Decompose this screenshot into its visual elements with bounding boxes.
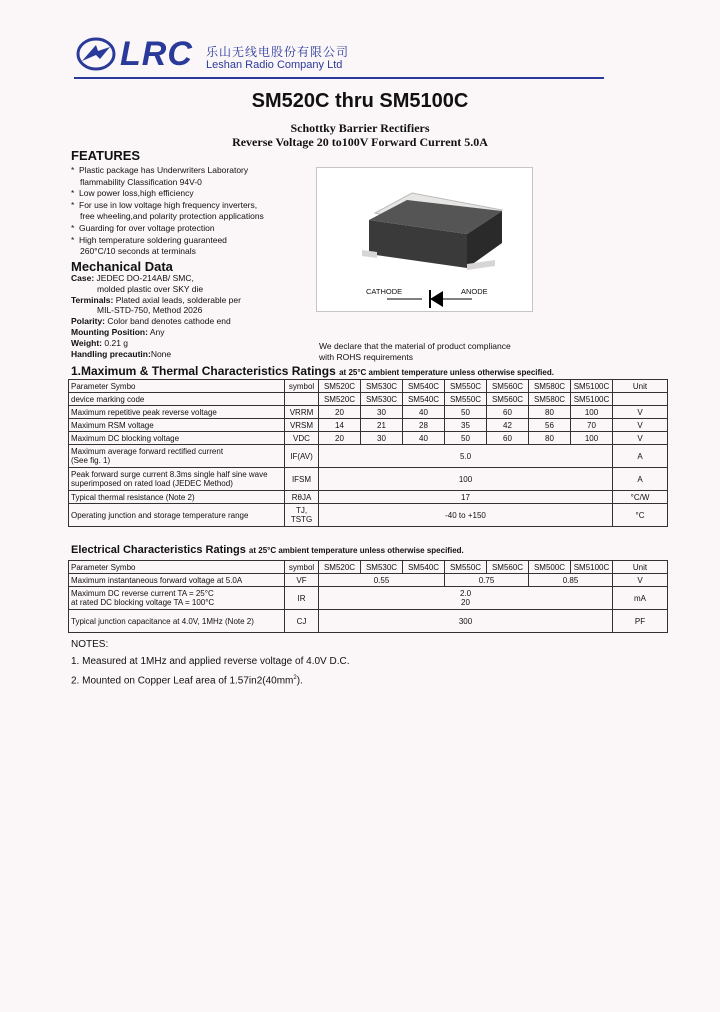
table-cell: 30 <box>361 406 403 419</box>
table-row <box>69 468 668 491</box>
table-cell: Maximum RSM voltage <box>69 419 285 432</box>
table-cell: SM530C <box>361 561 403 574</box>
table-row <box>69 380 668 393</box>
mech-weight: Weight: 0.21 g <box>71 337 129 348</box>
table-row <box>69 491 668 504</box>
electrical-heading: Electrical Characteristics Ratings at 25°C ambient temperature unless otherwise specified. <box>71 544 464 556</box>
table-row <box>69 610 668 633</box>
notes-heading: NOTES: <box>71 639 109 650</box>
table-cell: 40 <box>403 432 445 445</box>
table-cell: Maximum average forward rectified current (See fig. 1) <box>69 445 285 468</box>
table-cell: 300 <box>319 610 613 633</box>
table-row <box>69 587 668 610</box>
header-divider <box>74 77 604 79</box>
table-cell: SM560C <box>487 393 529 406</box>
subtitle-product-type: Schottky Barrier Rectifiers <box>290 121 430 135</box>
table-cell: VDC <box>285 432 319 445</box>
subtitle-ratings: Reverse Voltage 20 to100V Forward Current 5.0A <box>232 135 488 149</box>
table-cell: Operating junction and storage temperature range <box>69 504 285 527</box>
table-row <box>69 432 668 445</box>
table-cell: Parameter Symbo <box>69 380 285 393</box>
table-cell: V <box>613 406 668 419</box>
electrical-table <box>68 560 668 633</box>
table-cell: 70 <box>571 419 613 432</box>
table-cell: SM520C <box>319 380 361 393</box>
table-cell: SM540C <box>403 380 445 393</box>
table-row <box>69 393 668 406</box>
cathode-label: CATHODE <box>366 287 403 296</box>
table-cell: 30 <box>361 432 403 445</box>
table-cell: 2.0 20 <box>319 587 613 610</box>
mech-terminals-cont: MIL-STD-750, Method 2026 <box>97 305 203 316</box>
table-cell: SM550C <box>445 380 487 393</box>
mech-polarity: Polarity: Color band denotes cathode end <box>71 316 231 327</box>
table-cell: 80 <box>529 406 571 419</box>
feature-item: * High temperature soldering guaranteed <box>71 234 227 245</box>
table-cell: Maximum DC reverse current TA = 25°C at rated DC blocking voltage TA = 100°C <box>69 587 285 610</box>
table-cell: CJ <box>285 610 319 633</box>
table-cell: SM520C <box>319 393 361 406</box>
feature-item: * Plastic package has Underwriters Laboratory <box>71 165 249 175</box>
table-cell: °C <box>613 504 668 527</box>
table-cell: Maximum instantaneous forward voltage at 5.0A <box>69 574 285 587</box>
table-cell: IFSM <box>285 468 319 491</box>
rohs-line: with ROHS requirements <box>319 352 414 362</box>
table-cell: 21 <box>361 419 403 432</box>
mech-case-cont: molded plastic over SKY die <box>97 283 204 294</box>
table-row <box>69 504 668 527</box>
mechanical-heading: Mechanical Data <box>71 259 173 274</box>
table-cell: VF <box>285 574 319 587</box>
mech-mounting: Mounting Position: Any <box>71 326 165 337</box>
table-cell: RθJA <box>285 491 319 504</box>
table-cell: Unit <box>613 380 668 393</box>
max-ratings-heading: 1.Maximum & Thermal Characteristics Ratings at 25°C ambient temperature unless otherwise specified. <box>71 364 554 378</box>
table-cell: 80 <box>529 432 571 445</box>
company-name-cn: 乐山无线电股份有限公司 <box>206 45 350 59</box>
table-cell: Typical junction capacitance at 4.0V, 1MHz (Note 2) <box>69 610 285 633</box>
table-cell: -40 to +150 <box>319 504 613 527</box>
table-row <box>69 406 668 419</box>
max-ratings-table <box>68 379 668 527</box>
note-1: 1. Measured at 1MHz and applied reverse voltage of 4.0V D.C. <box>71 656 350 667</box>
table-cell: mA <box>613 587 668 610</box>
table-cell: Maximum repetitive peak reverse voltage <box>69 406 285 419</box>
table-cell: 100 <box>571 432 613 445</box>
mech-handling: Handling precautin:None <box>71 348 172 359</box>
table-cell: VRRM <box>285 406 319 419</box>
table-cell: 42 <box>487 419 529 432</box>
table-cell: SM530C <box>361 393 403 406</box>
table-cell: 40 <box>403 406 445 419</box>
table-cell: PF <box>613 610 668 633</box>
logo-icon <box>76 37 116 71</box>
table-cell: Typical thermal resistance (Note 2) <box>69 491 285 504</box>
table-cell: SM550C <box>445 561 487 574</box>
table-cell: 5.0 <box>319 445 613 468</box>
table-cell: TJ, TSTG <box>285 504 319 527</box>
mech-case: Case: JEDEC DO-214AB/ SMC, <box>71 273 194 283</box>
table-cell: VRSM <box>285 419 319 432</box>
table-cell: symbol <box>285 561 319 574</box>
table-cell: SM540C <box>403 393 445 406</box>
table-cell: 100 <box>319 468 613 491</box>
diode-package-illustration <box>317 168 532 311</box>
table-cell: SM540C <box>403 561 445 574</box>
table-cell: Maximum DC blocking voltage <box>69 432 285 445</box>
notes-section <box>71 636 349 689</box>
table-cell: 50 <box>445 432 487 445</box>
table-cell: V <box>613 574 668 587</box>
table-row <box>69 561 668 574</box>
table-cell <box>613 393 668 406</box>
table-row <box>69 445 668 468</box>
table-cell: SM520C <box>319 561 361 574</box>
table-cell: SM560C <box>487 561 529 574</box>
feature-item: * For use in low voltage high frequency inverters, <box>71 199 258 210</box>
feature-item: flammability Classification 94V-0 <box>80 176 202 187</box>
table-cell: IF(AV) <box>285 445 319 468</box>
feature-item: free wheeling,and polarity protection applications <box>80 211 264 222</box>
table-cell: 14 <box>319 419 361 432</box>
feature-item: * Low power loss,high efficiency <box>71 188 194 199</box>
table-cell: 20 <box>319 406 361 419</box>
table-cell <box>285 393 319 406</box>
feature-item: 260°C/10 seconds at terminals <box>80 246 196 257</box>
table-cell: 56 <box>529 419 571 432</box>
table-cell: SM580C <box>529 380 571 393</box>
table-cell: A <box>613 468 668 491</box>
table-cell: SM580C <box>529 393 571 406</box>
note-2: 2. Mounted on Copper Leaf area of $1.57in2(40mm^2)$. <box>71 675 303 687</box>
rohs-line: We declare that the material of product compliance <box>319 341 511 351</box>
table-cell: SM550C <box>445 393 487 406</box>
company-name-en: Leshan Radio Company Ltd <box>206 59 343 71</box>
table-cell: 60 <box>487 406 529 419</box>
table-cell: 0.55 <box>319 574 445 587</box>
table-cell: 100 <box>571 406 613 419</box>
rohs-statement <box>319 341 511 363</box>
table-cell: 0.75 <box>445 574 529 587</box>
table-cell: 20 <box>319 432 361 445</box>
table-cell: V <box>613 419 668 432</box>
table-cell: 60 <box>487 432 529 445</box>
table-cell: symbol <box>285 380 319 393</box>
mechanical-list <box>71 273 241 359</box>
features-heading: FEATURES <box>71 148 141 163</box>
table-cell: SM5100C <box>571 561 613 574</box>
logo-text: LRC <box>120 35 193 73</box>
table-cell: SM560C <box>487 380 529 393</box>
table-cell: Parameter Symbo <box>69 561 285 574</box>
table-cell: 50 <box>445 406 487 419</box>
anode-label: ANODE <box>461 287 488 296</box>
product-image <box>316 167 533 312</box>
feature-item: * Guarding for over voltage protection <box>71 222 215 233</box>
table-cell: 28 <box>403 419 445 432</box>
page-title: SM520C thru SM5100C <box>251 90 469 112</box>
table-cell: A <box>613 445 668 468</box>
table-cell: device marking code <box>69 393 285 406</box>
table-cell: SM5100C <box>571 380 613 393</box>
mech-terminals: Terminals: Plated axial leads, solderable per <box>71 294 241 305</box>
table-cell: Peak forward surge current 8.3ms single half sine wave superimposed on rated load (JEDEC Method) <box>69 468 285 491</box>
table-cell: 0.85 <box>529 574 613 587</box>
table-cell: V <box>613 432 668 445</box>
table-cell: IR <box>285 587 319 610</box>
table-cell: 35 <box>445 419 487 432</box>
table-cell: SM5100C <box>571 393 613 406</box>
table-row <box>69 419 668 432</box>
table-cell: SM530C <box>361 380 403 393</box>
table-cell: SM500C <box>529 561 571 574</box>
table-cell: 17 <box>319 491 613 504</box>
table-cell: °C/W <box>613 491 668 504</box>
features-list <box>71 165 311 258</box>
table-row <box>69 574 668 587</box>
table-cell: Unit <box>613 561 668 574</box>
